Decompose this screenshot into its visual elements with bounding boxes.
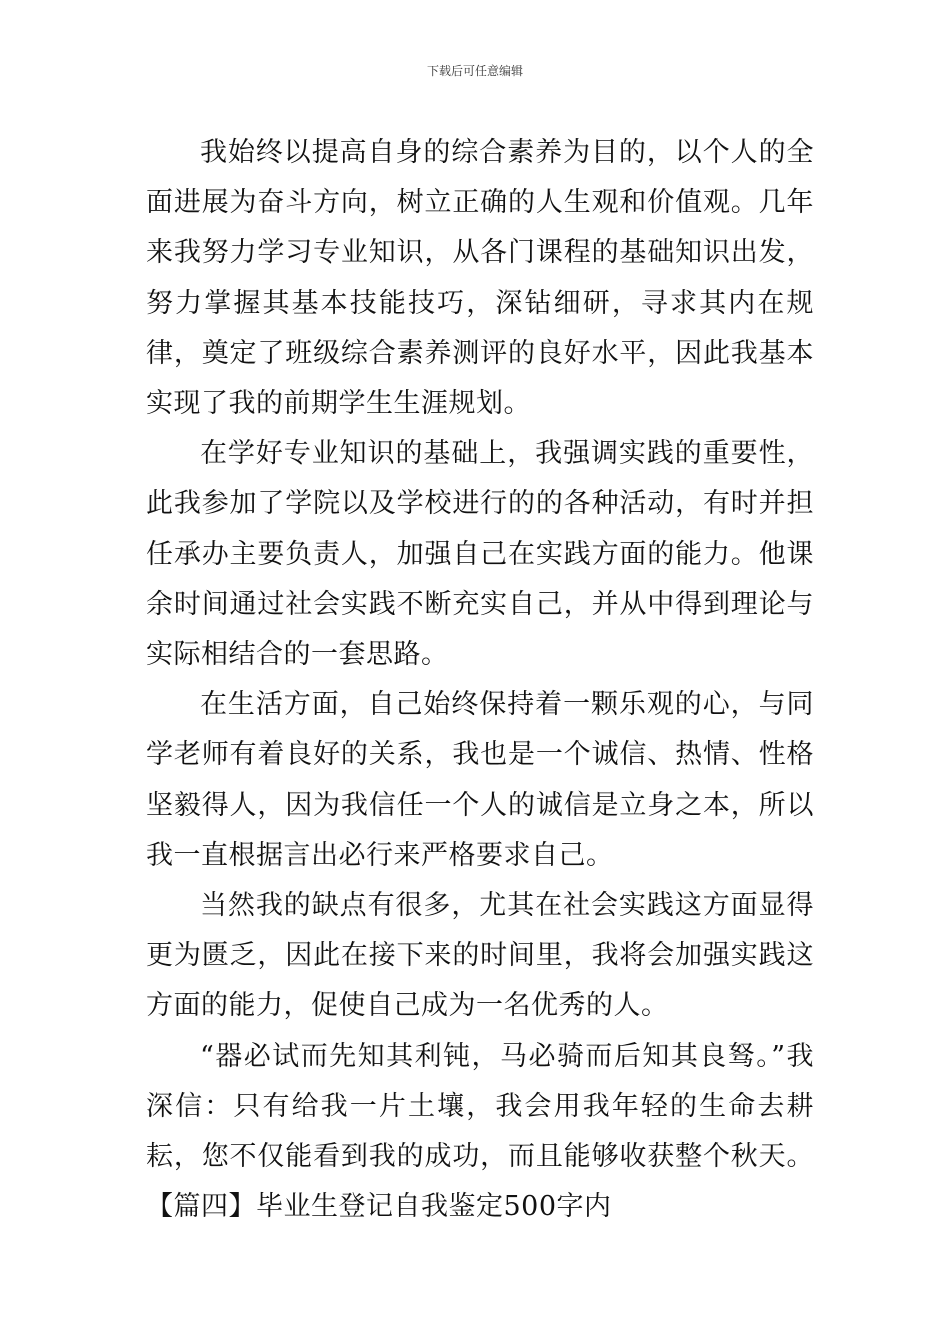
paragraph-2: 在学好专业知识的基础上，我强调实践的重要性，此我参加了学院以及学校进行的的各种活动，有时并担任承办主要负责人，加强自己在实践方面的能力。他课余时间通过社会实践不断充实自己，并从中得到理论与实际相结合的一套思路。 — [146, 438, 814, 671]
page-header: 下载后可任意编辑 — [426, 64, 523, 78]
paragraph-5: “器必试而先知其利钝，马必骑而后知其良驽。”我深信：只有给我一片土壤，我会用我年轻的生命去耕耘，您不仅能看到我的成功，而且能够收获整个秋天。【篇四】毕业生登记自我鉴定500字内 — [146, 1040, 814, 1223]
paragraph-4: 当然我的缺点有很多，尤其在社会实践这方面显得更为匮乏，因此在接下来的时间里，我将会加强实践这方面的能力，促使自己成为一名优秀的人。 — [146, 890, 814, 1022]
paragraph-3: 在生活方面，自己始终保持着一颗乐观的心，与同学老师有着良好的关系，我也是一个诚信、热情、性格坚毅得人，因为我信任一个人的诚信是立身之本，所以我一直根据言出必行来严格要求自己。 — [146, 689, 814, 871]
document-body — [146, 128, 814, 1232]
paragraph-1: 我始终以提高自身的综合素养为目的，以个人的全面进展为奋斗方向，树立正确的人生观和价值观。几年来我努力学习专业知识，从各门课程的基础知识出发，努力掌握其基本技能技巧，深钻细研，寻求其内在规律，奠定了班级综合素养测评的良好水平，因此我基本实现了我的前期学生生涯规划。 — [146, 137, 814, 420]
